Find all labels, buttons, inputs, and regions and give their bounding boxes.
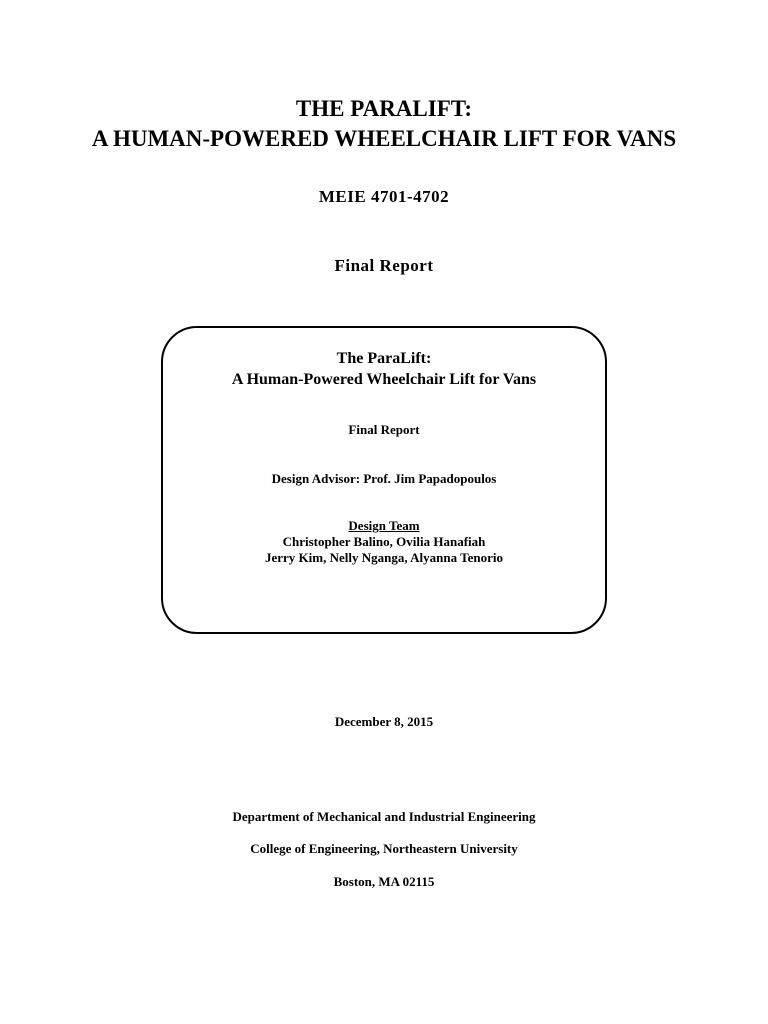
course-number: MEIE 4701-4702 <box>318 187 450 206</box>
report-date: December 8, 2015 <box>334 714 434 729</box>
report-type: Final Report <box>334 256 434 275</box>
design-team-members-line-2: Jerry Kim, Nelly Nganga, Alyanna Tenorio <box>265 550 503 565</box>
department-name: Department of Mechanical and Industrial Engineering <box>232 809 536 824</box>
box-title-line-1: The ParaLift: <box>336 350 432 367</box>
city-address: Boston, MA 02115 <box>333 874 435 889</box>
document-title-line-2: A HUMAN-POWERED WHEELCHAIR LIFT FOR VANS <box>91 126 677 151</box>
design-team-heading: Design Team <box>348 518 420 533</box>
document-title-line-1: THE PARALIFT: <box>295 96 473 121</box>
box-title-line-2: A Human-Powered Wheelchair Lift for Vans <box>231 371 537 388</box>
box-report-type: Final Report <box>348 422 420 437</box>
college-name: College of Engineering, Northeastern University <box>250 841 518 856</box>
title-box <box>161 326 607 634</box>
design-advisor: Design Advisor: Prof. Jim Papadopoulos <box>271 471 497 486</box>
design-team-members-line-1: Christopher Balino, Ovilia Hanafiah <box>282 534 486 549</box>
